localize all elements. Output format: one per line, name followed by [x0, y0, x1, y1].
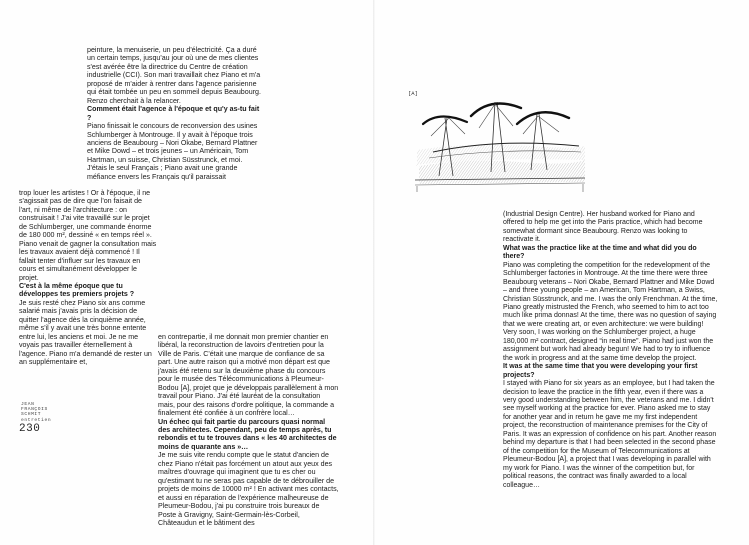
text-column-english [503, 211, 718, 490]
left-page [0, 0, 374, 545]
page-number: 230 [19, 423, 41, 435]
paragraph: en contrepartie, il me donnait mon premier chantier en libéral, la reconstruction de lavoirs d'entretien pour la Ville de Paris. C'était une marque de confiance de sa part. Une autre raison qui a motivé mon départ est que j'avais été retenu sur la deuxième phase du concours pour le musée des Télécommunications à Pleumeur-Bodou [A], projet que je développais parallèlement à mon travail pour Piano. J'ai été lauréat de la consultation mais, pour des raisons d'ordre politique, la commande a finalement été confiée à un confrère local… [158, 333, 339, 418]
paragraph: Je suis resté chez Piano six ans comme salarié mais j'avais pris la décision de quitter l'agence dès la cinquième année, même s'il y avait une très bonne entente entre lui, les anciens et moi. Je ne me voyais pas travailler éternellement à l'agence. Piano m'a demandé de rester un an supplémentaire et, [19, 298, 152, 367]
paragraph: Je me suis vite rendu compte que le statut d'ancien de chez Piano n'était pas forcément un atout aux yeux des maîtres d'ouvrage qui imaginent que tu es cher ou qu'estimant tu ne seras pas capable de te débrouiller de projets de moins de 10000 m² ! En activant mes contacts, et aussi en réparation de l'expérience malheureuse de Pleumeur-Bodou, j'ai pu construire trois bureaux de Poste à Gravigny, Saint-Germain-lès-Corbeil, Châteaudun et le bâtiment des [158, 451, 339, 527]
author-credit [21, 402, 51, 423]
interview-question: Comment était l'agence à l'époque et qu'y as-tu fait ? [87, 105, 260, 122]
interview-question: What was the practice like at the time and what did you do there? [503, 244, 697, 261]
sketch-drawing-icon [409, 88, 585, 194]
interview-question: Un échec qui fait partie du parcours quasi normal des architectes. Cependant, peu de temps après, tu rebondis et tu te trouves dans « les 40 architectes de moins de quarante ans »… [158, 417, 337, 451]
author-line: JEAN [21, 402, 35, 407]
text-column-b [19, 189, 157, 367]
right-page [375, 0, 749, 545]
text-column-a [87, 46, 261, 181]
text-column-c [158, 333, 339, 527]
interview-question: C'est à la même époque que tu développes tes premiers projets ? [19, 281, 135, 299]
paragraph: I stayed with Piano for six years as an employee, but I had taken the decision to leave the practice in the fifth year, even if there was a very good understanding between him, the veterans and me. I didn't see myself working at the practice for ever. Piano asked me to stay for another year and in return he gave me my first independent project, the reconstruction of maintenance premises for the City of Paris. It was an expression of confidence on his part. Another reason behind my departure is that I had been selected in the second phase of the competition for the Museum of Telecommunications at Pleumeur-Bodou [A], a project that I was developing in parallel with my work for Piano. I was the winner of the competition but, for political reasons, the contract was finally awarded to a local colleague… [503, 380, 717, 489]
paragraph: Piano finissait le concours de reconversion des usines Schlumberger à Montrouge. Il y avait à l'époque trois anciens de Beaubourg – Nori Okabe, Bernard Plattner et Mike Dowd – et trois jeunes – un Américain, Tom Hartman, un suisse, Christian Süsstrunck, et moi. J'étais le seul Français ; Piano avait une grande méfiance envers les Français qu'il paraissait [87, 122, 258, 181]
paragraph: peinture, la menuiserie, un peu d'électricité. Ça a duré un certain temps, jusqu'au jour où une de mes clientes s'est avérée être la directrice du Centre de création industrielle (CCI). Son mari travaillait chez Piano et m'a proposé de m'aider à rentrer dans l'agence parisienne qui était tombée un peu en sommeil depuis Beaubourg. Renzo cherchait à la relancer. [87, 46, 261, 105]
paragraph: Piano was completing the competition for the redevelopment of the Schlumberger factories in Montrouge. At the time there were three Beaubourg veterans – Nori Okabe, Bernard Plattner and Mike Dowd – and three young people – an American, Tom Hartman, a Swiss, Christian Süsstrunck, and me. I was the only Frenchman. At the time, Piano greatly mistrusted the French, who seemed to him to act too much like prima donnas! At the time, there was no question of saying that we were creating art, or even architecture: we were building! Very soon, I was working on the Schlumberger project, a huge 180,000 m² contract, designed “in real time”. Piano had just won the assignment but work had already begun! We had to try to influence the work in progress and at the same time develop the project. [503, 261, 718, 362]
figure-label: [A] [408, 90, 418, 97]
author-line: FRANÇOIS [21, 407, 48, 413]
paragraph: trop louer les artistes ! Or à l'époque, il ne s'agissait pas de dire que l'on faisait de l'art, ni même de l'architecture : on construisait ! J'ai vite travaillé sur le projet de Schlumberger, une commande énorme de 180 000 m², dessiné « en temps réel ». Piano venait de gagner la consultation mais les travaux avaient déjà commencé ! Il fallait tenter d'influer sur les travaux en cours et simultanément développer le projet. [19, 189, 157, 282]
author-line: entretien [21, 417, 52, 423]
author-line: SCHMIT [21, 412, 42, 418]
paragraph: (Industrial Design Centre). Her husband worked for Piano and offered to help me get into the Paris practice, which had become somewhat dormant since Beaubourg. Renzo was looking to reactivate it. [503, 211, 703, 244]
interview-question: It was at the same time that you were developing your first projects? [503, 363, 698, 379]
